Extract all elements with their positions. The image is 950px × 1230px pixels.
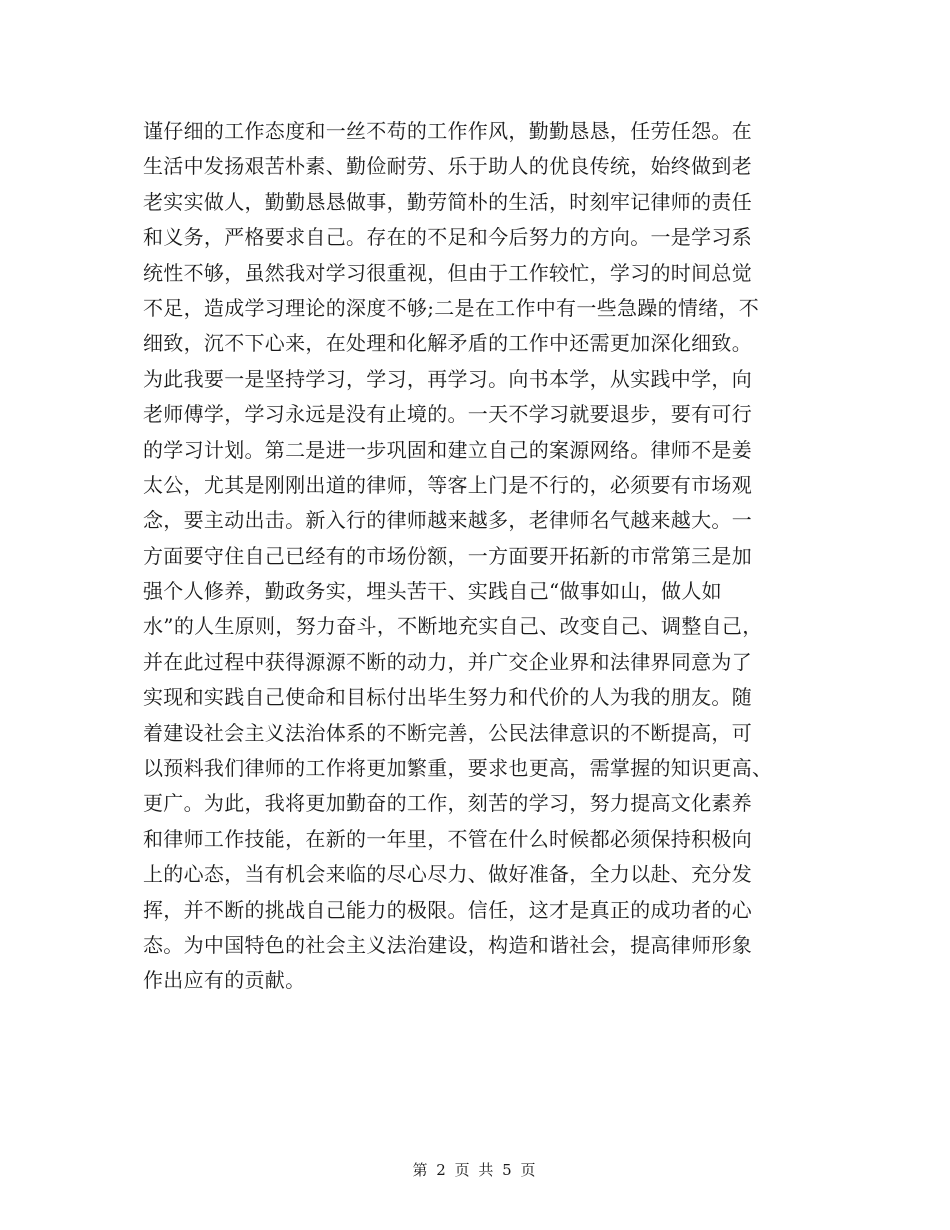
page-number-footer: 第 2 页 共 5 页 (412, 1161, 538, 1179)
text-line: 并在此过程中获得源源不断的动力，并广交企业界和法律界同意为了 (143, 649, 752, 674)
text-line: 念，要主动出击。新入行的律师越来越多，老律师名气越来越大。一 (143, 508, 752, 533)
text-line: 细致，沉不下心来，在处理和化解矛盾的工作中还需更加深化细致。 (143, 331, 752, 356)
text-line: 强个人修养，勤政务实，埋头苦干、实践自己“做事如山，做人如 (143, 579, 722, 604)
text-line: 不足，造成学习理论的深度不够;二是在工作中有一些急躁的情绪，不 (143, 295, 760, 320)
text-line: 上的心态，当有机会来临的尽心尽力、做好准备，全力以赴、充分发 (143, 862, 752, 887)
text-line: 实现和实践自己使命和目标付出毕生努力和代价的人为我的朋友。随 (143, 685, 752, 710)
text-line: 为此我要一是坚持学习，学习，再学习。向书本学，从实践中学，向 (143, 366, 752, 391)
text-line: 老实实做人，勤勤恳恳做事，勤劳简朴的生活，时刻牢记律师的责任 (143, 189, 752, 214)
text-line: 太公，尤其是刚刚出道的律师，等客上门是不行的，必须要有市场观 (143, 472, 752, 497)
text-line: 以预料我们律师的工作将更加繁重，要求也更高，需掌握的知识更高、 (143, 756, 773, 781)
text-line: 和义务，严格要求自己。存在的不足和今后努力的方向。一是学习系 (143, 225, 752, 250)
body-paragraph (143, 114, 823, 999)
text-line: 的学习计划。第二是进一步巩固和建立自己的案源网络。律师不是姜 (143, 437, 752, 462)
text-line: 统性不够，虽然我对学习很重视，但由于工作较忙，学习的时间总觉 (143, 260, 752, 285)
text-line: 着建设社会主义法治体系的不断完善，公民法律意识的不断提高，可 (143, 720, 752, 745)
text-line: 更广。为此，我将更加勤奋的工作，刻苦的学习，努力提高文化素养 (143, 791, 752, 816)
text-line: 生活中发扬艰苦朴素、勤俭耐劳、乐于助人的优良传统，始终做到老 (143, 154, 752, 179)
text-line: 水”的人生原则，努力奋斗，不断地充实自己、改变自己、调整自己， (143, 614, 763, 639)
text-line: 态。为中国特色的社会主义法治建设，构造和谐社会，提高律师形象 (143, 932, 752, 957)
text-line: 老师傅学，学习永远是没有止境的。一天不学习就要退步，要有可行 (143, 402, 752, 427)
text-line: 挥，并不断的挑战自己能力的极限。信任，这才是真正的成功者的心 (143, 897, 752, 922)
text-line: 作出应有的贡献。 (143, 968, 306, 993)
text-line: 谨仔细的工作态度和一丝不苟的工作作风，勤勤恳恳，任劳任怨。在 (143, 119, 752, 143)
text-line: 方面要守住自己已经有的市场份额，一方面要开拓新的市常第三是加 (143, 543, 752, 568)
text-line: 和律师工作技能，在新的一年里，不管在什么时候都必须保持积极向 (143, 826, 752, 851)
